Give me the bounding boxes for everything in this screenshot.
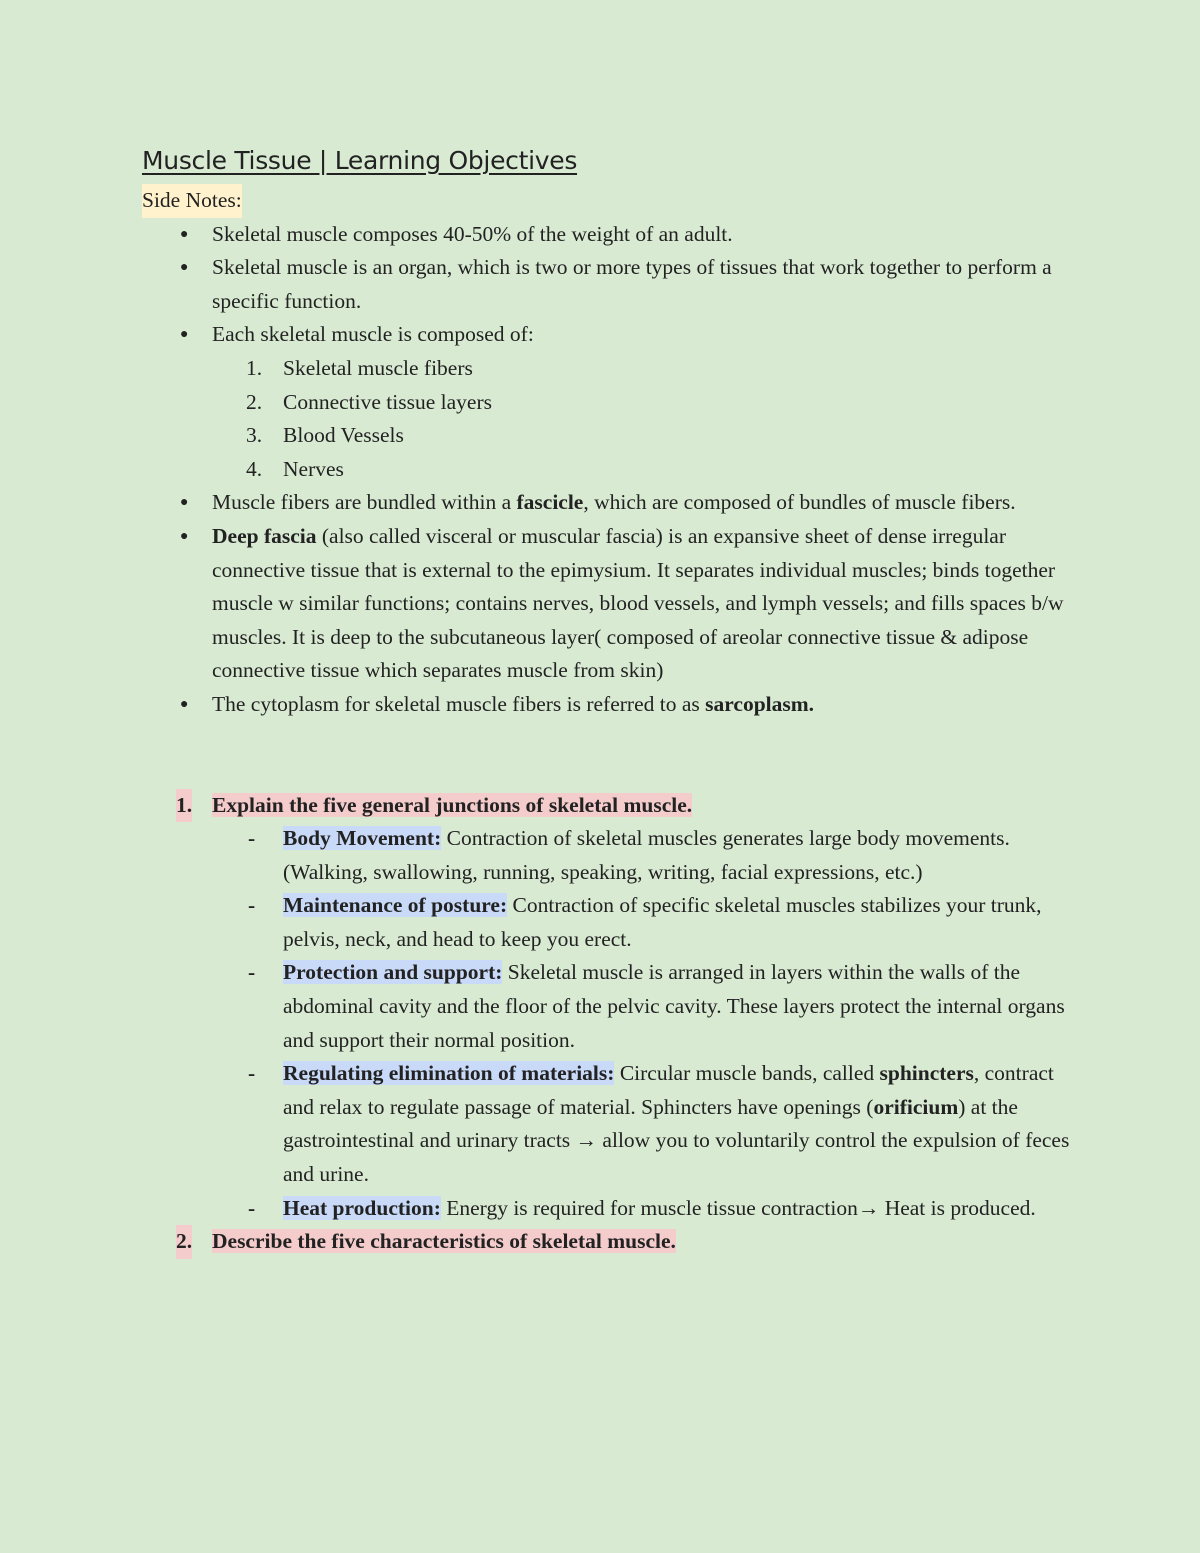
term-orificium: orificium bbox=[873, 1094, 959, 1119]
bullet-item bbox=[142, 251, 1072, 318]
dash-icon: - bbox=[248, 960, 256, 985]
function-term: Protection and support: bbox=[283, 960, 503, 985]
bullet-icon: ● bbox=[180, 696, 189, 712]
bullet-item bbox=[142, 486, 1072, 520]
objective-text: Describe the five characteristics of skeletal muscle. bbox=[212, 1229, 676, 1254]
bullet-icon: ● bbox=[180, 327, 189, 343]
component-item bbox=[142, 386, 1072, 420]
function-term: Heat production: bbox=[283, 1195, 441, 1220]
list-number: 3. bbox=[246, 423, 263, 448]
function-item bbox=[142, 956, 1072, 1057]
bullet-text: Skeletal muscle is an organ, which is two or more types of tissues that work together to perform a specific function. bbox=[212, 255, 1052, 313]
dash-icon: - bbox=[248, 893, 256, 918]
bullet-text: Skeletal muscle composes 40-50% of the weight of an adult. bbox=[212, 221, 733, 246]
bullet-item bbox=[142, 520, 1072, 688]
function-term: Regulating elimination of materials: bbox=[283, 1061, 615, 1086]
function-item bbox=[142, 822, 1072, 889]
function-text: , contract and relax to regulate passage of material. Sphincters have openings ( bbox=[283, 1061, 1054, 1119]
term-sphincters: sphincters bbox=[879, 1061, 974, 1086]
function-text: Circular muscle bands, called bbox=[614, 1061, 880, 1086]
bullet-text: Muscle fibers are bundled within a bbox=[212, 490, 517, 515]
function-item bbox=[142, 1057, 1072, 1191]
side-notes-heading bbox=[142, 184, 1072, 218]
bullet-icon: ● bbox=[180, 528, 189, 544]
component-item bbox=[142, 352, 1072, 386]
function-text: Contraction of specific skeletal muscles stabilizes your trunk, pelvis, neck, and head to keep you erect. bbox=[283, 893, 1042, 951]
component-text: Nerves bbox=[283, 456, 344, 481]
bullet-text: , which are composed of bundles of muscle fibers. bbox=[583, 490, 1016, 515]
objective-number: 1. bbox=[176, 789, 192, 823]
term-deep-fascia: Deep fascia bbox=[212, 523, 317, 548]
bullet-icon: ● bbox=[180, 226, 189, 242]
component-text: Skeletal muscle fibers bbox=[283, 355, 473, 380]
dash-icon: - bbox=[248, 1195, 256, 1220]
bullet-item bbox=[142, 688, 1072, 722]
spacer bbox=[142, 722, 1072, 789]
dash-icon: - bbox=[248, 1061, 256, 1086]
dash-icon: - bbox=[248, 826, 256, 851]
component-text: Blood Vessels bbox=[283, 423, 404, 448]
function-item bbox=[142, 889, 1072, 956]
function-text: Energy is required for muscle tissue contraction→ Heat is produced. bbox=[440, 1195, 1036, 1220]
bullet-item bbox=[142, 218, 1072, 252]
bullet-icon: ● bbox=[180, 495, 189, 511]
function-text: Contraction of skeletal muscles generates large body movements. (Walking, swallowing, running, speaking, writing, facial expressions, etc.) bbox=[283, 826, 1010, 884]
bullet-text: Each skeletal muscle is composed of: bbox=[212, 322, 534, 347]
function-term: Body Movement: bbox=[283, 826, 442, 851]
term-sarcoplasm: sarcoplasm. bbox=[705, 691, 815, 716]
component-text: Connective tissue layers bbox=[283, 389, 492, 414]
objective-item bbox=[142, 1225, 1072, 1259]
objective-item bbox=[142, 789, 1072, 823]
function-term: Maintenance of posture: bbox=[283, 893, 508, 918]
document-content bbox=[142, 140, 1072, 1259]
function-text: ) at the gastrointestinal and urinary tracts → allow you to voluntarily control the expulsion of feces and urine. bbox=[283, 1094, 1070, 1187]
list-number: 2. bbox=[246, 389, 263, 414]
component-item bbox=[142, 419, 1072, 453]
objective-text: Explain the five general junctions of skeletal muscle. bbox=[212, 792, 693, 817]
objective-number: 2. bbox=[176, 1225, 192, 1259]
bullet-icon: ● bbox=[180, 260, 189, 276]
list-number: 1. bbox=[246, 355, 263, 380]
bullet-item bbox=[142, 318, 1072, 352]
component-item bbox=[142, 453, 1072, 487]
list-number: 4. bbox=[246, 456, 263, 481]
function-item bbox=[142, 1192, 1072, 1226]
side-notes-label: Side Notes: bbox=[142, 184, 242, 218]
bullet-text: (also called visceral or muscular fascia) is an expansive sheet of dense irregular connective tissue that is external to the epimysium. It separates individual muscles; binds together muscle w similar functions; contains nerves, blood vessels, and lymph vessels; and fills spaces b/w muscles. It is deep to the subcutaneous layer( composed of areolar connective tissue & adipose connective tissue which separates muscle from skin) bbox=[212, 523, 1064, 683]
bullet-text: The cytoplasm for skeletal muscle fibers is referred to as bbox=[212, 691, 706, 716]
page-title: Muscle Tissue | Learning Objectives bbox=[142, 146, 578, 175]
term-fascicle: fascicle bbox=[516, 490, 584, 515]
function-text: Skeletal muscle is arranged in layers within the walls of the abdominal cavity and the floor of the pelvic cavity. These layers protect the internal organs and support their normal position. bbox=[283, 960, 1065, 1052]
